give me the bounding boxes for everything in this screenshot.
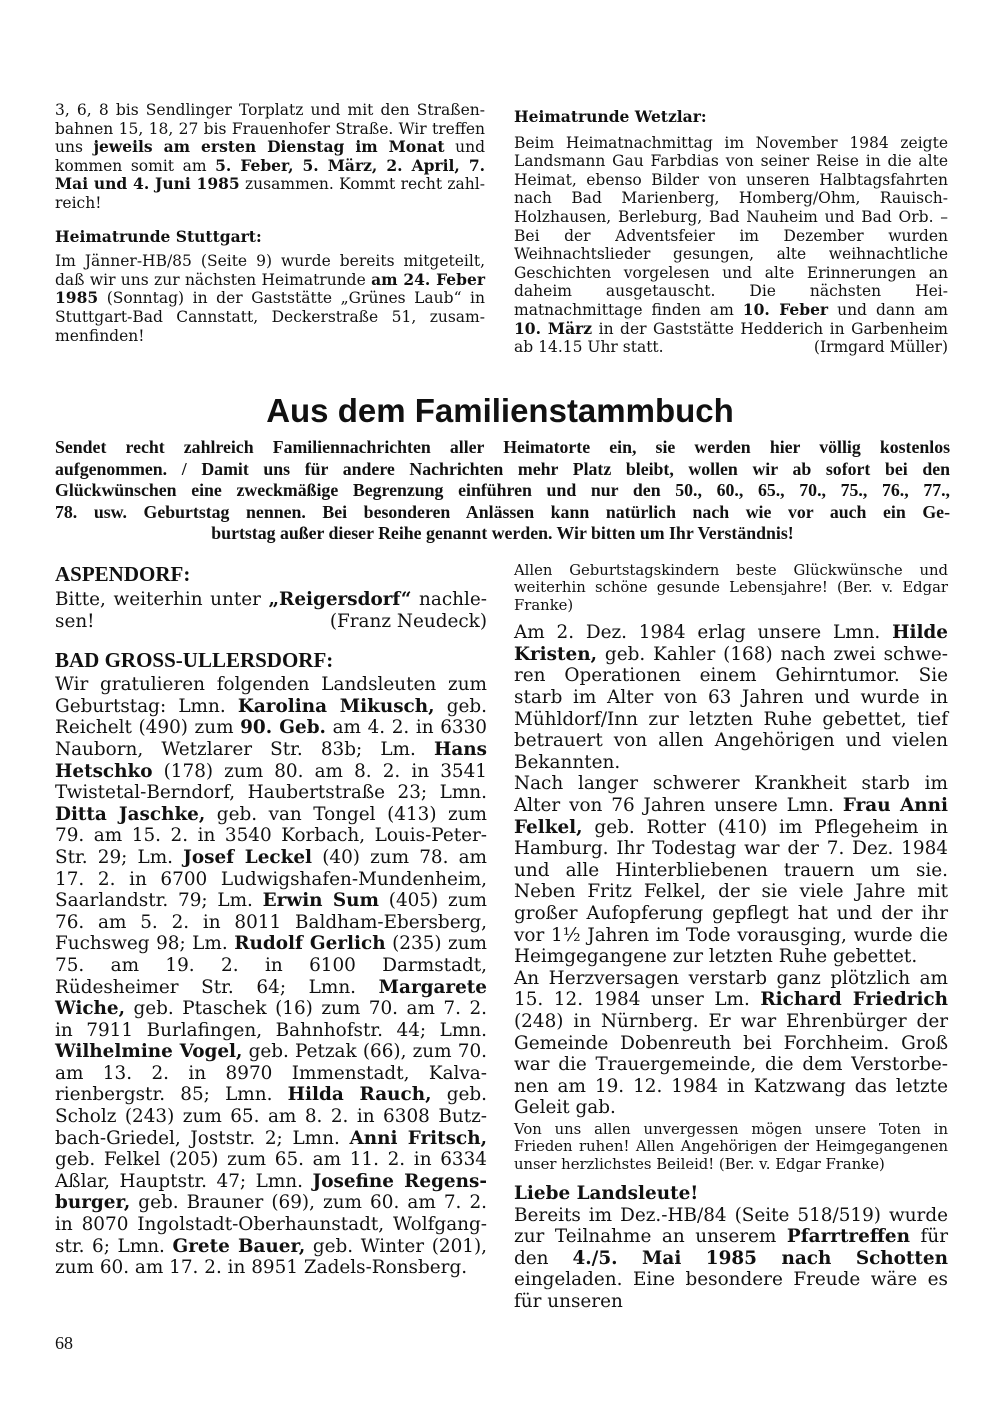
bold-text: Ditta Jaschke, (55, 803, 206, 825)
paragraph-pfarrtreffen: Bereits im Dez.-HB/84 (Seite 518/519) wurde zur Teilnahme an unserem Pfarrtreffen für den 4./5. Mai 1985 nach Schotten eingeladen. Eine besondere Freude wäre es für unseren (514, 1204, 948, 1313)
bold-text: 10. März (514, 318, 593, 338)
bold-text: Erwin Sum (262, 890, 379, 912)
heading-aspendorf: ASPENDORF: (55, 562, 191, 586)
intro-line: aufgenommen. / Damit uns für andere Nachrichten mehr Platz bleibt, wollen wir ab sofort bei den (55, 458, 950, 479)
bold-text: Frau Anni Felkel, (514, 794, 948, 838)
column-top-left (55, 101, 485, 345)
paragraph-wetzlar (514, 134, 948, 357)
paragraph-aspendorf (55, 589, 487, 632)
intro-line: Sendet recht zahlreich Familiennachrichten aller Heimatorte ein, sie werden hier völlig kostenlos (55, 437, 950, 457)
section-title: Aus dem Familienstammbuch (266, 392, 734, 429)
bold-text: Pfarrtreffen (786, 1226, 910, 1248)
bold-text: 90. Geb. (240, 717, 326, 739)
bold-text: Wilhelmine Vogel, (55, 1041, 243, 1063)
bold-text: Hans Hetschko (55, 738, 487, 782)
page-number: 68 (55, 1333, 73, 1353)
heading-heimatrunde-stuttgart: Heimatrunde Stuttgart: (55, 226, 262, 246)
bold-text: Grete Bauer, (172, 1235, 306, 1257)
paragraph-wetzlar-text: Beim Heimatnachmittag im November 1984 zeigte Landsmann Gau Farbdias von seiner Reise in die alte Heimat, ebenso Bilder von unseren Halbtagsfahrten nach Bad Marienberg, Homberg/Ohm, Rauisch-Holzhausen, Berleburg, Bad Nauheim und Bad Orb. – Bei der Adventsfeier im Dezember wurden Weihnachtslieder gesungen, alte weihnachtliche Geschichten vorgelesen und alte Erinnerungen an daheim ausgetauscht. Die nächsten Heimatnachmittage finden am 10. Feber und dann am 10. März in der Gaststätte Hedderich in Garbenheim ab 14.15 Uhr statt. (514, 133, 949, 357)
bold-text: Hilde Kristen, (514, 622, 948, 665)
heading-liebe-landsleute: Liebe Landsleute! (514, 1183, 699, 1205)
paragraph-aspendorf-text: Bitte, weiterhin unter „Reigersdorf“ nachlesen! (55, 589, 487, 632)
author-franz-neudeck: (Franz Neudeck) (329, 610, 487, 632)
bold-text: Hilda Rauch, (287, 1084, 432, 1106)
bold-text: Josef Leckel (183, 846, 313, 868)
intro-line: Glückwünschen eine zweckmäßige Begrenzung einführen und nur den 50., 60., 65., 70., 75., 76., 77., (55, 480, 950, 500)
author-irmgard-mueller: (Irmgard Müller) (813, 338, 948, 357)
paragraph-obituary-friedrich: An Herzversagen verstarb ganz plötzlich am 15. 12. 1984 unser Lm. Richard Friedrich (248) in Nürnberg. Er war Ehrenbürger der Gemeinde Dobenreuth bei Forchheim. Groß war die Trauergemeinde, die dem Verstorbenen am 19. 12. 1984 in Katzwang das letzte Geleit gab. (514, 967, 949, 1119)
paragraph-birthday-wishes: Allen Geburtstagskindern beste Glückwünsche und weiterhin schöne gesunde Lebensjahre! (Ber. v. Edgar Franke) (514, 562, 948, 614)
bold-text: Rudolf Gerlich (234, 933, 386, 955)
bold-text: Margarete Wiche, (55, 976, 487, 1020)
paragraph-munich-meeting: 3, 6, 8 bis Sendlinger Torplatz und mit den Straßenbahnen 15, 18, 27 bis Frauenhofer Straße. Wir treffen uns jeweils am ersten Dienstag im Monat und kommen somit am 5. Feber, 5. März, 2. April, 7. Mai und 4. Juni 1985 zusammen. Kommt recht zahlreich! (55, 101, 485, 212)
bold-text: Josefine Regensburger, (55, 1170, 487, 1214)
bold-text: Karolina Mikusch, (237, 695, 435, 717)
bold-text: Anni Fritsch, (349, 1127, 487, 1149)
paragraph-birthdays: Wir gratulieren folgenden Landsleuten zum Geburtstag: Lmn. Karolina Mikusch, geb. Reichelt (490) zum 90. Geb. am 4. 2. in 6330 Nauborn, Wetzlarer Str. 83b; Lm. Hans Hetschko (178) zum 80. am 8. 2. in 3541 Twistetal-Berndorf, Haubertstraße 23; Lmn. Ditta Jaschke, geb. van Tongel (413) zum 79. am 15. 2. in 3540 Korbach, Louis-Peter-Str. 29; Lm. Josef Leckel (40) zum 78. am 17. 2. in 6700 Ludwigshafen-Mundenheim, Saarlandstr. 79; Lm. Erwin Sum (405) zum 76. am 5. 2. in 8011 Baldham-Ebersberg, Fuchsweg 98; Lm. Rudolf Gerlich (235) zum 75. am 19. 2. in 6100 Darmstadt, Rüdesheimer Str. 64; Lmn. Margarete Wiche, geb. Ptaschek (16) zum 70. am 7. 2. in 7911 Burlafingen, Bahnhofstr. 44; Lmn. Wilhelmine Vogel, geb. Petzak (66), zum 70. am 13. 2. in 8970 Immenstadt, Kalvarienbergstr. 85; Lmn. Hilda Rauch, geb. Scholz (243) zum 65. am 8. 2. in 6308 Butzbach-Griedel, Joststr. 2; Lmn. Anni Fritsch, geb. Felkel (205) zum 65. am 11. 2. in 6334 Aßlar, Hauptstr. 47; Lmn. Josefine Regensburger, geb. Brauner (69), zum 60. am 7. 2. in 8070 Ingolstadt-Oberhaunstadt, Wolfgangstr. 6; Lmn. Grete Bauer, geb. Winter (201), zum 60. am 17. 2. in 8951 Zadels-Ronsberg. (55, 674, 488, 1279)
bold-text: 4./5. Mai 1985 nach Schotten (572, 1247, 948, 1269)
heading-bad-gross-ullersdorf: BAD GROSS-ULLERSDORF: (55, 648, 334, 673)
paragraph-obituary-felkel: Nach langer schwerer Krankheit starb im Alter von 76 Jahren unsere Lmn. Frau Anni Felkel, geb. Rotter (410) im Pflegeheim in Hamburg. Ihr Todestag war der 7. Dez. 1984 und alle Hinterbliebenen trauern um sie. Neben Fritz Felkel, der sie viele Jahre mit großer Aufopferung gepflegt hat und der ihr vor 1½ Jahren im Tode vorausging, wurde die Heimgegangene zur letzten Ruhe gebettet. (514, 773, 948, 968)
bold-text: 10. Feber (742, 299, 829, 319)
paragraph-condolence: Von uns allen unvergessen mögen unsere Toten in Frieden ruhen! Allen Angehörigen der Heimgegangenen unser herzlichstes Beileid! (Ber. v. Edgar Franke) (514, 1120, 948, 1173)
bold-text: am 24. Feber 1985 (55, 269, 485, 308)
intro-line: 78. usw. Geburtstag nennen. Bei besonderen Anlässen kann natürlich nach wie vor auch ein Ge- (55, 501, 950, 522)
intro-line: burtstag außer dieser Reihe genannt werden. Wir bitten um Ihr Verständnis! (211, 523, 794, 543)
bold-text: jeweils am ersten Dienstag im Monat (93, 137, 445, 157)
heading-heimatrunde-wetzlar: Heimatrunde Wetzlar: (514, 107, 707, 126)
bold-text: „Reigersdorf“ (268, 589, 412, 610)
paragraph-stuttgart: Im Jänner-HB/85 (Seite 9) wurde bereits mitgeteilt, daß wir uns zur nächsten Heimatrunde am 24. Feber 1985 (Sonntag) in der Gaststätte „Grünes Laub“ in Stuttgart-Bad Cannstatt, Deckerstraße 51, zusammenfinden! (55, 252, 485, 345)
section-intro (55, 437, 950, 545)
column-lower-left (55, 562, 487, 1279)
column-top-right (514, 108, 948, 357)
bold-text: 5. Feber, 5. März, 2. April, 7. Mai und 4. Juni 1985 (55, 155, 485, 194)
paragraph-obituary-kristen: Am 2. Dez. 1984 erlag unsere Lmn. Hilde Kristen, geb. Kahler (168) nach zwei schweren Operationen einem Gehirntumor. Sie starb im Alter von 63 Jahren und wurde in Mühldorf/Inn zur letzten Ruhe gebettet, tief betrauert von allen Angehörigen und vielen Bekannten. (514, 622, 948, 773)
bold-text: Richard Friedrich (760, 989, 949, 1011)
column-lower-right (514, 562, 948, 1313)
